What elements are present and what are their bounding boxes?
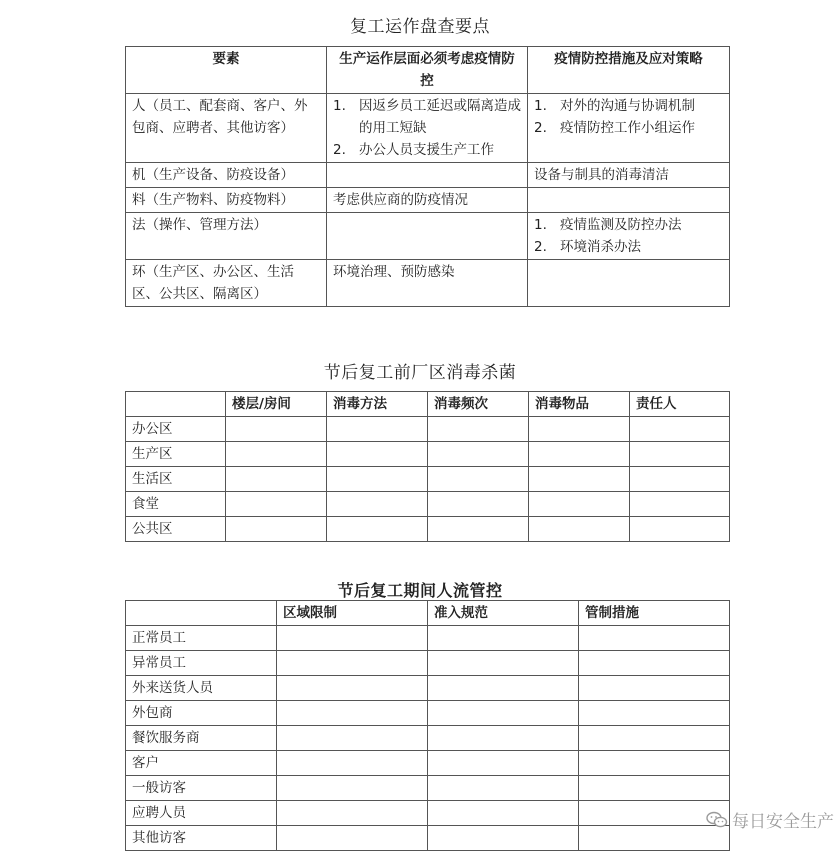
list-item: 2. 环境消杀办法 [534,239,641,255]
table-row [126,651,730,676]
table-row [126,676,730,701]
column-header: 管制措施 [579,601,730,626]
list-item: 1. 因返乡员工延迟或隔离造成的用工短缺 [333,98,521,136]
table-row [126,213,730,260]
list-item: 1. 对外的沟通与协调机制 [534,98,695,114]
watermark [706,807,834,832]
area-label: 生产区 [126,442,226,467]
measures-cell [528,188,730,213]
column-header [126,601,277,626]
column-header: 区域限制 [277,601,428,626]
column-header: 准入规范 [428,601,579,626]
personnel-label: 正常员工 [126,626,277,651]
table-header-row [126,47,730,94]
column-header: 生产运作层面必须考虑疫情防控 [327,47,528,94]
table-row [126,417,730,442]
table-row [126,260,730,307]
personnel-label: 应聘人员 [126,801,277,826]
personnel-label: 客户 [126,751,277,776]
operations-checklist-table [125,46,730,307]
factor-cell: 人（员工、配套商、客户、外包商、应聘者、其他访客） [126,94,327,163]
measures-cell [528,213,730,260]
table-row [126,801,730,826]
production-cell: 环境治理、预防感染 [327,260,528,307]
personnel-label: 外包商 [126,701,277,726]
production-cell [327,213,528,260]
disinfection-table [125,391,730,542]
column-header: 楼层/房间 [226,392,327,417]
production-cell: 考虑供应商的防疫情况 [327,188,528,213]
table3-title: 节后复工期间人流管控 [337,581,503,600]
factor-cell: 机（生产设备、防疫设备） [126,163,327,188]
column-header: 疫情防控措施及应对策略 [528,47,730,94]
table1-title: 复工运作盘查要点 [350,17,490,37]
list-item: 1. 疫情监测及防控办法 [534,217,682,233]
column-header: 责任人 [630,392,730,417]
table-row [126,492,730,517]
column-header: 要素 [126,47,327,94]
table-row [126,467,730,492]
area-label: 公共区 [126,517,226,542]
personnel-flow-table [125,600,730,851]
personnel-label: 餐饮服务商 [126,726,277,751]
watermark-text: 每日安全生产 [732,812,834,832]
personnel-label: 外来送货人员 [126,676,277,701]
factor-cell: 环（生产区、办公区、生活区、公共区、隔离区） [126,260,327,307]
table-row [126,517,730,542]
list-item: 2. 办公人员支援生产工作 [333,142,494,158]
measures-cell [528,94,730,163]
column-header: 消毒物品 [529,392,630,417]
table-row [126,94,730,163]
production-cell [327,94,528,163]
column-header: 消毒频次 [428,392,529,417]
table-row [126,442,730,467]
column-header [126,392,226,417]
table-row [126,701,730,726]
personnel-label: 一般访客 [126,776,277,801]
table-row [126,826,730,851]
table-row [126,726,730,751]
table-row [126,626,730,651]
table-row [126,751,730,776]
table2-title: 节后复工前厂区消毒杀菌 [323,363,517,383]
personnel-label: 异常员工 [126,651,277,676]
list-item: 2. 疫情防控工作小组运作 [534,120,695,136]
wechat-icon [706,811,728,829]
measures-cell [528,260,730,307]
personnel-label: 其他访客 [126,826,277,851]
table-header-row [126,392,730,417]
table-row [126,188,730,213]
production-cell [327,163,528,188]
table-header-row [126,601,730,626]
factor-cell: 料（生产物料、防疫物料） [126,188,327,213]
measures-cell: 设备与制具的消毒清洁 [528,163,730,188]
table-row [126,776,730,801]
column-header: 消毒方法 [327,392,428,417]
area-label: 办公区 [126,417,226,442]
area-label: 食堂 [126,492,226,517]
table-row [126,163,730,188]
area-label: 生活区 [126,467,226,492]
factor-cell: 法（操作、管理方法） [126,213,327,260]
